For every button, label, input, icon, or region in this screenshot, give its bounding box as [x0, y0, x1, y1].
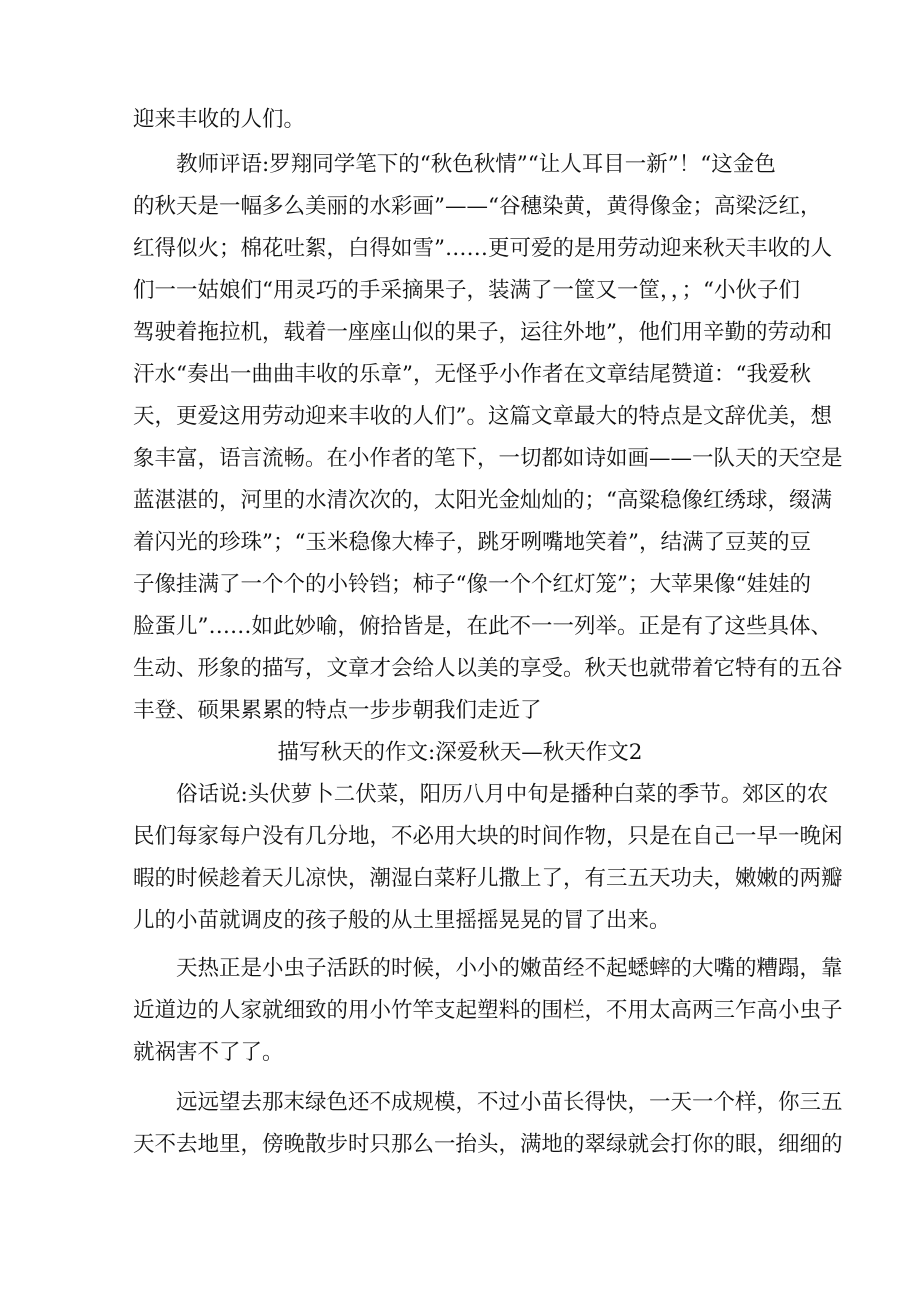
line-text: 蓝湛湛的，河里的水清次次的，太阳光金灿灿的；“高粱稳像红绣球，缀满	[133, 488, 832, 513]
line-text: 的秋天是一幅多么美丽的水彩画”——“谷穗染黄，黄得像金；高梁泛红，	[133, 194, 822, 219]
line-text: 汗水“奏出一曲曲丰收的乐章”，无怪乎小作者在文章结尾赞道：“我爱秋	[133, 362, 811, 387]
text-line	[0, 523, 920, 563]
text-line	[0, 397, 920, 437]
text-line	[0, 313, 920, 353]
text-line	[0, 565, 920, 605]
line-text: 教师评语:罗翔同学笔下的“秋色秋情”“让人耳目一新”！“这金色	[176, 152, 776, 177]
line-text: 暇的时候趁着天儿凉快，潮湿白菜籽儿撒上了，有三五天功夫，嫩嫩的两瓣	[133, 866, 843, 891]
text-line	[0, 1125, 920, 1165]
text-line	[0, 271, 920, 311]
text-line	[0, 1083, 920, 1123]
line-text: 子像挂满了一个个的小铃铛；柿子“像一个个红灯笼”；大苹果像“娃娃的	[133, 572, 811, 597]
text-line	[0, 229, 920, 269]
text-line	[0, 1033, 920, 1073]
text-line	[0, 607, 920, 647]
line-text: 驾驶着拖拉机，载着一座座山似的果子，运往外地”，他们用辛勤的劳动和	[133, 320, 832, 345]
line-text: 天热正是小虫子活跃的时候，小小的嫩苗经不起蟋蟀的大嘴的糟蹋，靠	[176, 956, 843, 981]
line-text: 们一一姑娘们“用灵巧的手采摘果子，装满了一筐又一筐，，；“小伙子们	[133, 278, 800, 303]
line-text: 红得似火；棉花吐絮，白得如雪”……更可爱的是用劳动迎来秋天丰收的人	[133, 236, 832, 261]
line-text: 俗话说:头伏萝卜二伏菜，阳历八月中旬是播种白菜的季节。郊区的农	[176, 782, 829, 807]
text-line	[0, 100, 920, 140]
section-title-text: 描写秋天的作文:深爱秋天—秋天作文2	[277, 740, 643, 765]
line-text: 迎来丰收的人们。	[133, 107, 306, 132]
text-line	[0, 481, 920, 521]
text-line	[0, 355, 920, 395]
section-title	[0, 733, 920, 773]
text-line	[0, 691, 920, 731]
text-line	[0, 991, 920, 1031]
line-text: 象丰富，语言流畅。在小作者的笔下，一切都如诗如画——一队天的天空是	[133, 446, 843, 471]
text-line	[0, 187, 920, 227]
text-line	[0, 859, 920, 899]
text-line	[0, 901, 920, 941]
text-line	[0, 439, 920, 479]
text-line	[0, 949, 920, 989]
line-text: 天不去地里，傍晚散步时只那么一抬头，满地的翠绿就会打你的眼，细细的	[133, 1132, 843, 1157]
line-text: 近道边的人家就细致的用小竹竿支起塑料的围栏，不用太高两三乍高小虫子	[133, 998, 843, 1023]
line-text: 就祸害不了了。	[133, 1040, 284, 1065]
line-text: 生动、形象的描写，文章才会给人以美的享受。秋天也就带着它特有的五谷	[133, 656, 843, 681]
line-text: 丰登、硕果累累的特点一步步朝我们走近了	[133, 698, 542, 723]
line-text: 儿的小苗就调皮的孩子般的从土里摇摇晃晃的冒了出来。	[133, 908, 671, 933]
line-text: 天，更爱这用劳动迎来丰收的人们”。这篇文章最大的特点是文辞优美，想	[133, 404, 832, 429]
text-line	[0, 775, 920, 815]
line-text: 脸蛋儿”……如此妙喻，俯拾皆是，在此不一一列举。正是有了这些具体、	[133, 614, 832, 639]
text-line	[0, 649, 920, 689]
text-line	[0, 817, 920, 857]
line-text: 着闪光的珍珠”；“玉米稳像大棒子，跳牙咧嘴地笑着”，结满了豆荚的豆	[133, 530, 811, 555]
text-line	[0, 145, 920, 185]
line-text: 民们每家每户没有几分地，不必用大块的时间作物，只是在自己一早一晚闲	[133, 824, 843, 849]
line-text: 远远望去那末绿色还不成规模，不过小苗长得快，一天一个样，你三五	[176, 1090, 843, 1115]
